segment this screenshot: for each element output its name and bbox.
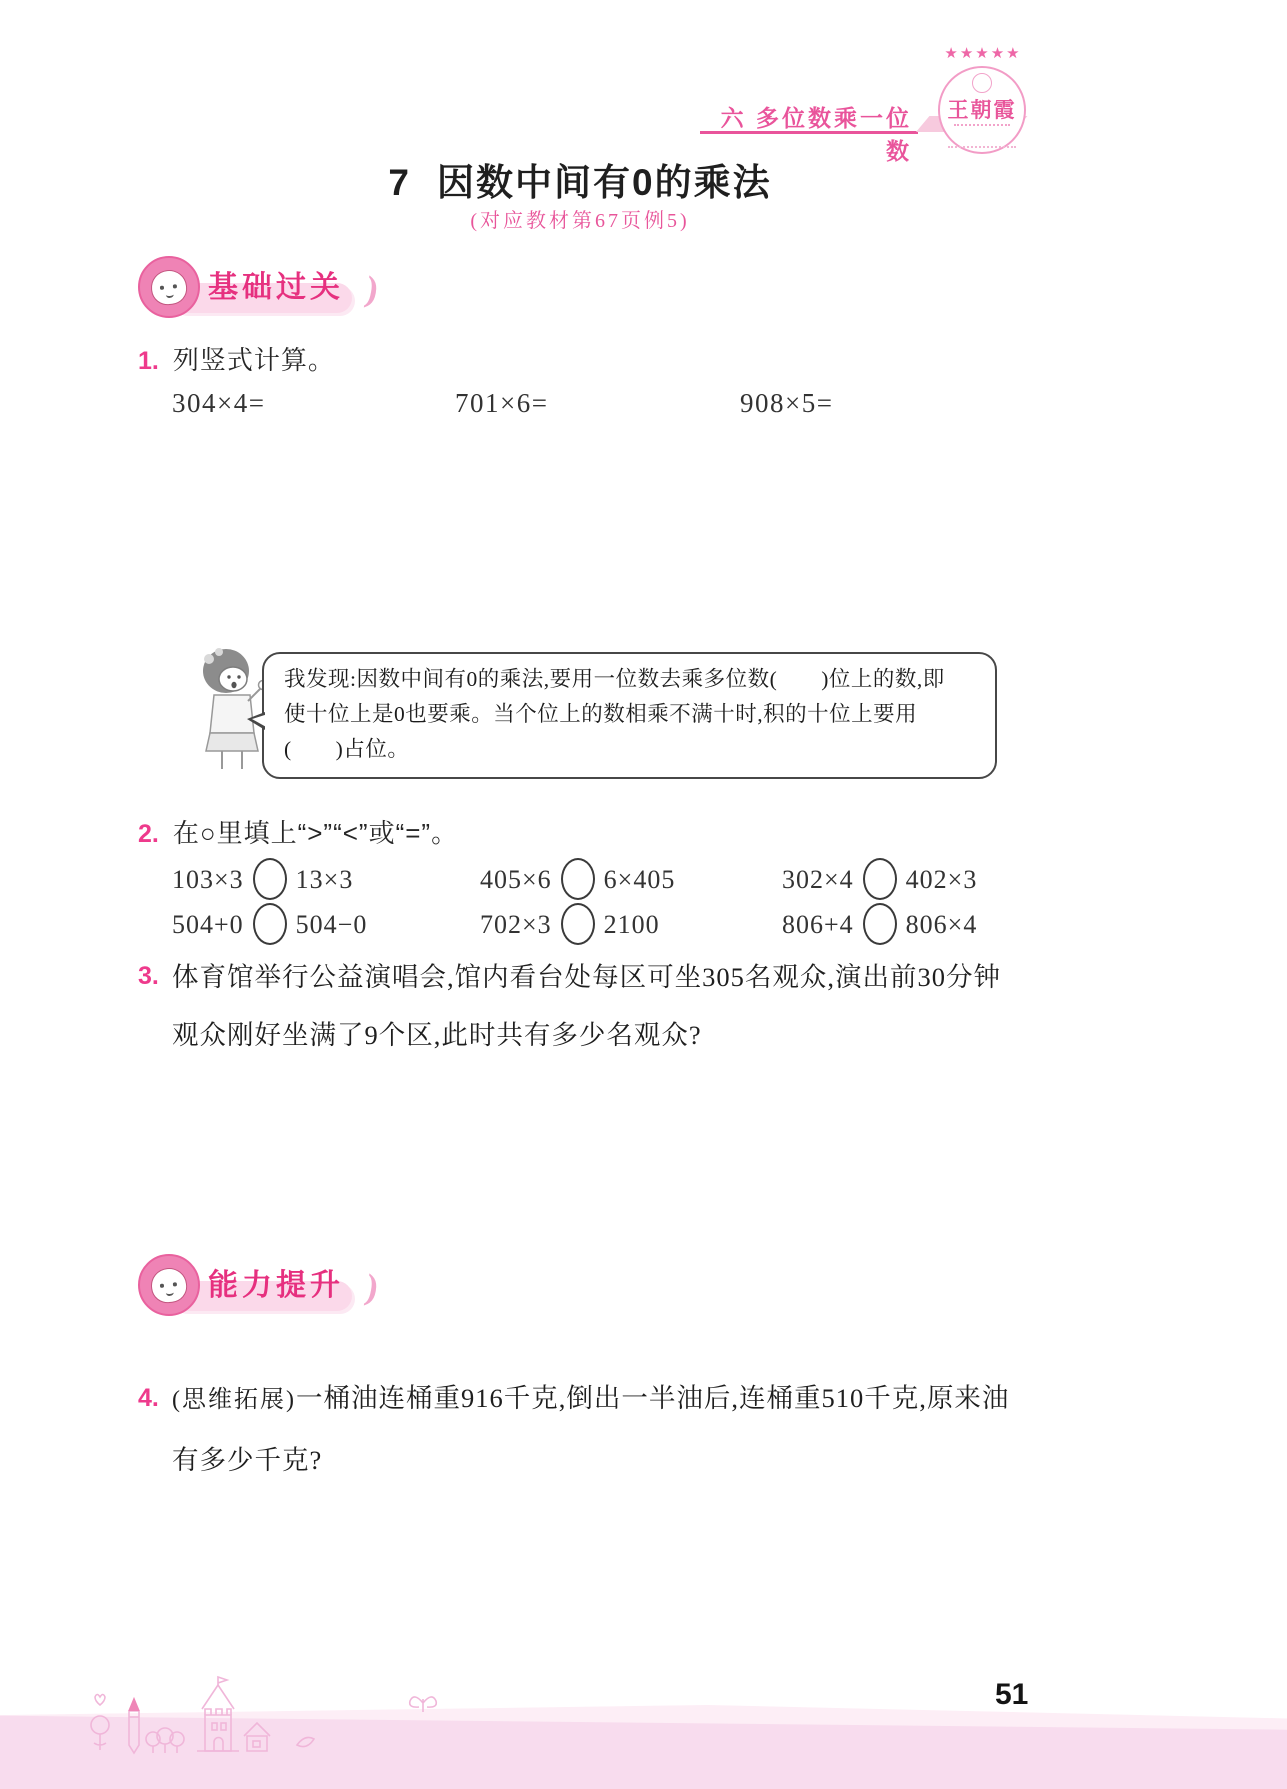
stamp-small-text-decoration (948, 146, 1016, 151)
girl-face-icon (138, 256, 200, 318)
lesson-number: 7 (388, 162, 411, 203)
comparison-right: 13×3 (295, 865, 354, 894)
expression-2: 701×6= (455, 388, 549, 418)
problem-3-text (172, 948, 1042, 1064)
comparison-item (172, 858, 353, 900)
stamp-small-text-decoration (954, 124, 1010, 129)
comparison-right: 2100 (603, 910, 660, 939)
comparison-right: 806×4 (905, 910, 978, 939)
comparison-left: 702×3 (480, 910, 552, 939)
stamp-brand-text: 王朝霞 (947, 98, 1017, 122)
tip-speech-bubble (262, 652, 997, 779)
comparison-item (782, 903, 977, 945)
tip-line-2: 使十位上是0也要乘。当个位上的数相乘不满十时,积的十位上要用 (284, 702, 918, 726)
problem-4-number: 4. (138, 1384, 159, 1412)
badge-tail-decoration (362, 267, 381, 310)
problem-1-header (138, 340, 335, 377)
problem-4-tag: (思维拓展) (172, 1387, 296, 1413)
stamp-face-icon (972, 73, 992, 93)
problem-4-line-1-text: 一桶油连桶重916千克,倒出一半油后,连桶重510千克,原来油 (295, 1383, 1010, 1413)
problem-2-instruction: 在○里填上“>”“<”或“=”。 (172, 818, 459, 848)
comparison-circle (863, 858, 897, 900)
comparison-left: 103×3 (172, 865, 244, 894)
expression-1: 304×4= (172, 388, 266, 418)
problem-3-number: 3. (138, 962, 159, 990)
girl-character-illustration (196, 645, 270, 777)
lesson-title-text: 因数中间有0的乘法 (437, 162, 772, 203)
comparison-circle (561, 858, 595, 900)
cartoon-face (149, 1266, 188, 1305)
section-advanced-badge (138, 1254, 558, 1318)
comparison-item (480, 903, 660, 945)
comparison-right: 6×405 (603, 865, 676, 894)
problem-3-line-1: 体育馆举行公益演唱会,馆内看台处每区可坐305名观众,演出前30分钟 (172, 962, 1001, 992)
comparison-item (480, 858, 675, 900)
tip-line-3: ( )占位。 (284, 737, 410, 761)
comparison-left: 302×4 (782, 865, 854, 894)
comparison-left: 504+0 (172, 910, 244, 939)
cartoon-face (149, 268, 188, 307)
page-title (0, 152, 1160, 206)
comparison-right: 402×3 (905, 865, 978, 894)
section-basic-badge (138, 256, 558, 320)
brand-stamp (933, 46, 1033, 156)
page-number: 51 (995, 1678, 1029, 1711)
comparison-item (172, 903, 367, 945)
monkey-face-icon (138, 1254, 200, 1316)
expression-3: 908×5= (740, 388, 834, 418)
tip-line-1: 我发现:因数中间有0的乘法,要用一位数去乘多位数( )位上的数,即 (284, 667, 945, 691)
problem-1-number: 1. (138, 347, 159, 375)
section-advanced-label: 能力提升 (208, 1269, 344, 1302)
header-underline (700, 131, 918, 134)
section-basic-label: 基础过关 (208, 271, 344, 304)
comparison-left: 405×6 (480, 865, 552, 894)
stamp-circle (938, 66, 1026, 154)
butterfly-doodle-icon (410, 1697, 437, 1712)
problem-3-line-2: 观众刚好坐满了9个区,此时共有多少名观众? (172, 1020, 702, 1050)
problem-2-number: 2. (138, 820, 159, 848)
stamp-stars-icon: ★★★★★ (944, 45, 1022, 62)
problem-4-text (172, 1368, 1052, 1490)
problem-4-line-1 (172, 1368, 1052, 1430)
problem-1-instruction: 列竖式计算。 (172, 345, 335, 375)
problem-4-line-2: 有多少千克? (172, 1445, 323, 1475)
comparison-item (782, 858, 977, 900)
comparison-left: 806+4 (782, 910, 854, 939)
page-subtitle: (对应教材第67页例5) (470, 210, 690, 232)
unit-header-title: 六 多位数乘一位数 (720, 105, 912, 164)
heart-doodle-icon (95, 1695, 105, 1706)
comparison-circle (253, 903, 287, 945)
badge-tail-decoration (362, 1265, 381, 1308)
problem-2-header (138, 813, 458, 850)
comparison-circle (561, 903, 595, 945)
comparison-right: 504−0 (295, 910, 368, 939)
footer-doodles-illustration (85, 1673, 455, 1765)
comparison-circle (253, 858, 287, 900)
comparison-circle (863, 903, 897, 945)
